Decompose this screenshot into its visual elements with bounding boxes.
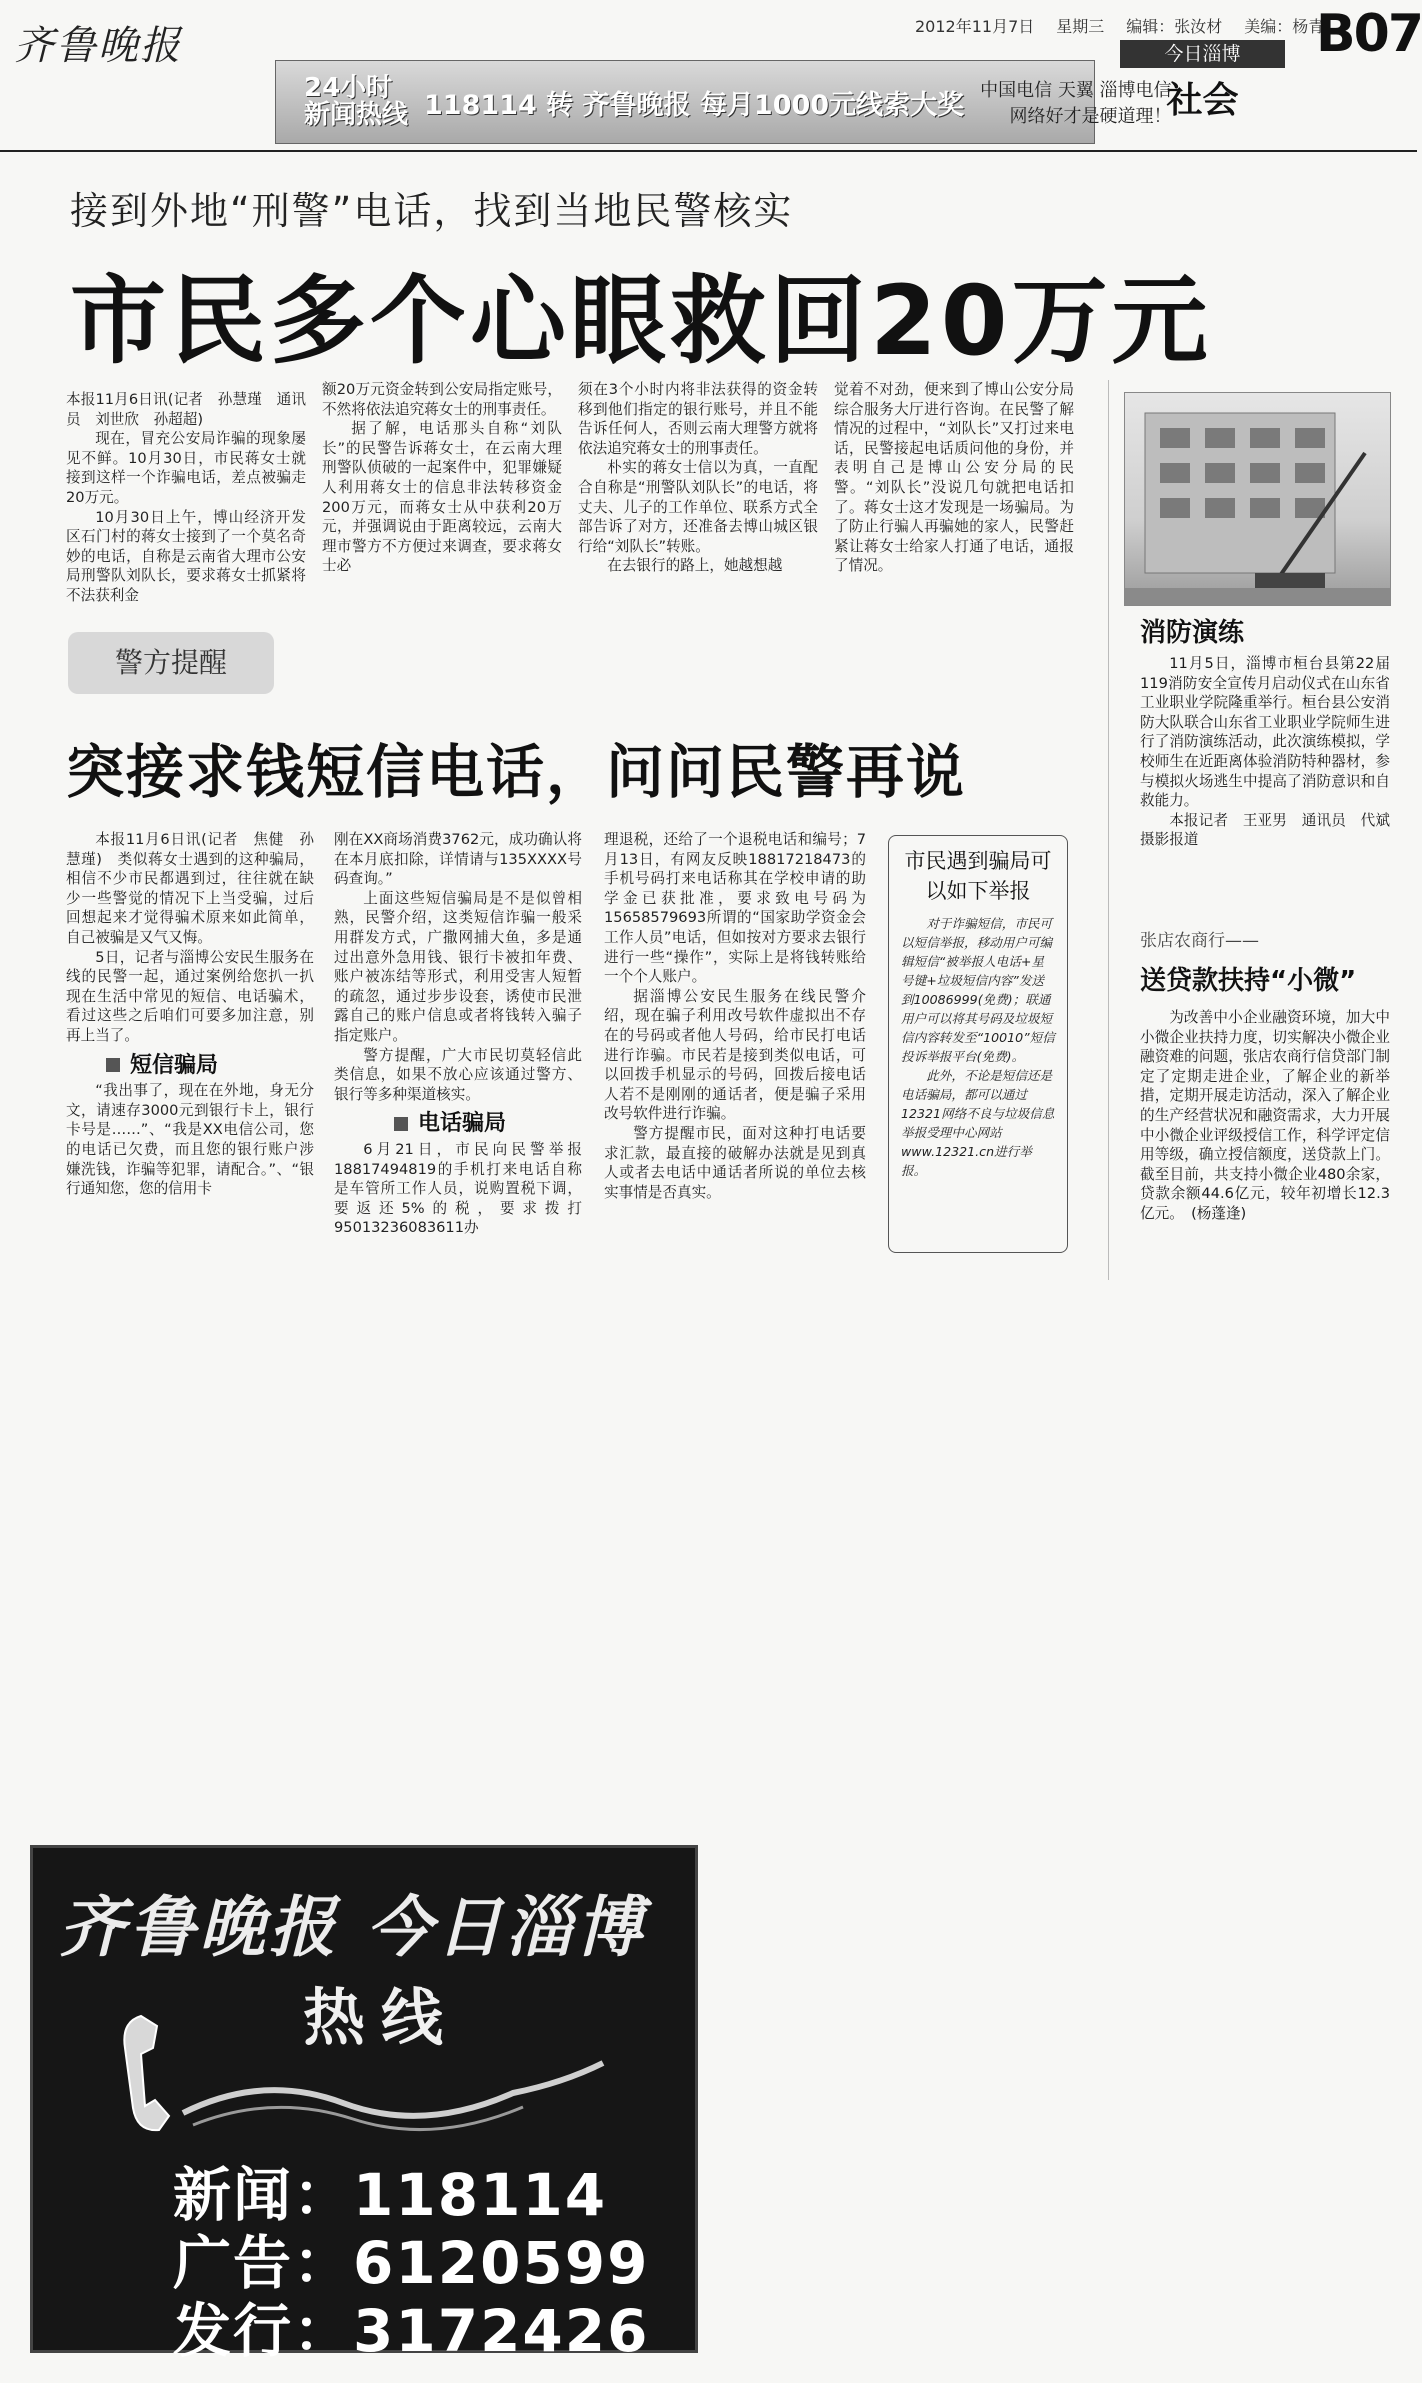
story2-column-1 [66,830,314,1199]
hotline-24h [304,72,409,130]
story2-paragraph: 5日，记者与淄博公安民生服务在线的民警一起，通过案例给您扒一扒现在生活中常见的短信、电话骗术，看过这些之后咱们可要多加注意，别再上当了。 [66,948,314,1044]
story2-paragraph: 据淄博公安民生服务在线民警介绍，现在骗子利用改号软件虚拟出不存在的号码或者他人号码，给市民打电话进行诈骗。市民若是接到类似电话，可以回拨手机显示的号码，回拨后接电话人若不是刚刚的通话者，便是骗子采用改号软件进行诈骗。 [604,987,866,1123]
story1-column-1 [66,390,306,606]
sms-scam-subhead-label: 短信骗局 [130,1052,219,1078]
story1-paragraph: 在去银行的路上，她越想越 [607,557,783,575]
story2-paragraph: 上面这些短信骗局是不是似曾相熟，民警介绍，这类短信诈骗一般采用群发方式，广撒网捕大鱼，多是通过出意外急用钱、银行卡被扣年费、账户被冻结等形式，利用受害人短暂的疏忽，通过步步设套，诱使市民泄露自己的账户信息或者将钱转入骗子指定账户。 [334,889,582,1044]
story2-paragraph: 理退税，还给了一个退税电话和编号；7月13日，有网友反映18817218473的手机号码打来电话称其在学校申请的助学金已获批准，要求致电号码为15658579693所谓的“国家助学资金会工作人员”电话，但如按对方要求去银行进行一些“操作”，实际上是将钱转账给一个个人账户。 [604,831,866,986]
square-bullet-icon [394,1117,408,1131]
section-name: 社会 [1166,80,1239,121]
story1-headline: 市民多个心眼救回20万元 [70,265,1212,377]
story2-headline: 突接求钱短信电话，问问民警再说 [66,738,967,806]
story1-column-4 [834,380,1074,576]
story1-paragraph: 据了解，电话那头自称“刘队长”的民警告诉蒋女士，在云南大理刑警队侦破的一起案件中，犯罪嫌疑人利用蒋女士的信息非法转移资金200万元，而蒋女士从中获利20万元，并强调说由于距离较远，云南大理市警方不方便过来调查，要求蒋女士必 [322,420,562,575]
editor-credit: 编辑：张汝材 [1126,17,1223,36]
bank-story-body [1140,1008,1390,1224]
fire-drill-caption [1140,654,1405,850]
building-photo-icon [1125,393,1390,605]
phone-scam-subhead-label: 电话骗局 [418,1111,507,1137]
ad-brand: 齐鲁晚报 今日淄博 [59,1888,646,1966]
issue-date: 2012年11月7日 [915,17,1035,36]
ad-distribution-line: 发行：3172426 [173,2297,650,2365]
square-bullet-icon [106,1058,120,1072]
story1-paragraph: 觉着不对劲，便来到了博山公安分局综合服务大厅进行咨询。在民警了解情况的过程中，“刘队长”又打过来电话，民警接起电话质问他的身份，并表明自己是博山公安分局的民警。“刘队长”没说几句就把电话扣了。蒋女士这才发现是一场骗局。为了防止行骗人再骗她的家人，民警赶紧让蒋女士给家人打通了电话，通报了情况。 [834,381,1074,575]
fire-drill-title: 消防演练 [1140,618,1245,648]
promo-text: 118114 转 齐鲁晚报 每月1000元线索大奖 [424,89,965,121]
story1-paragraph: 10月30日上午，博山经济开发区石门村的蒋女士接到了一个莫名奇妙的电话，自称是云南省大理市公安局刑警队刘队长，要求蒋女士抓紧将不法获利金 [66,508,306,604]
swoosh-graphic [183,2053,603,2143]
report-info-box [888,835,1068,1253]
telecom-slogan: 网络好才是硬道理！ [1009,106,1172,127]
header-rule [0,150,1417,152]
report-box-paragraph: 对于诈骗短信，市民可以短信举报，移动用户可编辑短信“被举报人电话+星号键+垃圾短信内容”发送到10086999(免费)；联通用户可以将其号码及垃圾短信内容转发至“10010”短信投诉举报平台(免费)。 [901,916,1055,1064]
report-box-title: 市民遇到骗局可以如下举报 [904,849,1052,903]
fire-drill-credit: 本报记者 王亚男 通讯员 代斌 摄影报道 [1140,811,1405,849]
story1-column-2 [322,380,562,576]
phone-scam-subhead [394,1111,582,1137]
bank-story-kicker: 张店农商行—— [1140,931,1259,951]
story2-column-2 [334,830,582,1238]
story1-byline: 本报11月6日讯(记者 孙慧瑾 通讯员 刘世欣 孙超超) [66,391,306,428]
fire-drill-caption-text: 11月5日，淄博市桓台县第22届119消防安全宣传月启动仪式在山东省工业职业学院隆重举行。桓台县公安消防大队联合山东省工业职业学院师生进行了消防演练活动，此次演练模拟，学校师生在近距离体验消防特种器材，参与模拟火场逃生中提高了消防意识和自救能力。 [1140,655,1390,810]
hotline-news-label: 新闻热线 [304,100,409,130]
story1-paragraph: 朴实的蒋女士信以为真，一直配合自称是“刑警队刘队长”的电话，将丈夫、儿子的工作单位、联系方式全部告诉了对方，还准备去博山城区银行给“刘队长”转账。 [578,459,818,555]
report-box-paragraph: 此外，不论是短信还是电话骗局，都可以通过12321网络不良与垃圾信息举报受理中心网站www.12321.cn进行举报。 [901,1068,1055,1178]
story2-paragraph: “我出事了，现在在外地，身无分文，请速存3000元到银行卡上，银行卡号是……”、“我是XX电信公司，您的电话已欠费，而且您的银行账户涉嫌洗钱，诈骗等犯罪，请配合。”、“银行通知您，您的信用卡 [66,1082,314,1198]
story1-kicker: 接到外地“刑警”电话，找到当地民警核实 [70,189,794,233]
police-tip-tag: 警方提醒 [68,632,274,694]
story1-column-3 [578,380,818,576]
story1-paragraph: 现在，冒充公安局诈骗的现象屡见不鲜。10月30日，市民蒋女士就接到这样一个诈骗电话，差点被骗走20万元。 [66,430,306,506]
bank-story-title: 送贷款扶持“小微” [1140,966,1357,996]
newspaper-logo: 齐鲁晚报 [14,23,182,69]
ad-news-line: 新闻：118114 [173,2161,608,2229]
page-number: B07 [1316,4,1422,64]
dateline [915,14,1324,37]
column-divider [1108,380,1109,1280]
bank-story-paragraph: 为改善中小企业融资环境，加大中小微企业扶持力度，切实解决小微企业融资难的问题，张店农商行信贷部门制定了定期走进企业，了解企业的新举措，定期开展走访活动，深入了解企业的生产经营状况和融资需求，大力开展中小微企业评级授信工作，科学评定信用等级，确立授信额度，送贷款上门。截至目前，共支持小微企业480余家，贷款余额44.6亿元，较年初增长12.3亿元。 (杨蓬逢) [1140,1009,1390,1222]
hotline-banner [275,60,1172,144]
hotline-24h-label: 24小时 [304,72,393,103]
fire-drill-photo [1124,392,1391,606]
story1-paragraph: 额20万元资金转到公安局指定账号，不然将依法追究蒋女士的刑事责任。 [322,381,562,418]
story2-paragraph: 6月21日，市民向民警举报18817494819的手机打来电话自称是车管所工作人员，说购置税下调，要返还5%的税，要求拨打95013236083611办 [334,1140,582,1237]
story2-paragraph: 警方提醒，广大市民切莫轻信此类信息，如果不放心应该通过警方、银行等多种渠道核实。 [334,1046,582,1103]
hotline-advertisement [30,1845,698,2365]
ad-hotline-label: 热线 [303,1981,460,2054]
issue-weekday: 星期三 [1056,17,1105,36]
designer-credit: 美编：杨青 [1244,17,1325,36]
telecom-brands: 中国电信 天翼 淄博电信 [980,80,1172,101]
section-tag: 今日淄博 [1120,40,1285,68]
story2-paragraph: 警方提醒市民，面对这种打电话要求汇款，最直接的破解办法就是见到真人或者去电话中通话者所说的单位去核实事情是否真实。 [604,1124,866,1201]
story2-paragraph: 刚在XX商场消费3762元，成功确认将在本月底扣除，详情请与135XXXX号码查询。” [334,831,582,888]
ad-advertising-line: 广告：6120599 [173,2229,650,2297]
story2-column-3 [604,830,866,1202]
telecom-ad [980,76,1171,128]
story1-paragraph: 须在3个小时内将非法获得的资金转移到他们指定的银行账号，并且不能告诉任何人，否则云南大理警方就将依法追究蒋女士的刑事责任。 [578,381,818,457]
story2-paragraph: 本报11月6日讯(记者 焦健 孙慧瑾) 类似蒋女士遇到的这种骗局，相信不少市民都遇到过，往往就在缺少一些警觉的情况下上当受骗，过后回想起来才觉得骗术原来如此简单，自己被骗是又气又悔。 [66,831,314,946]
sms-scam-subhead [106,1052,314,1078]
